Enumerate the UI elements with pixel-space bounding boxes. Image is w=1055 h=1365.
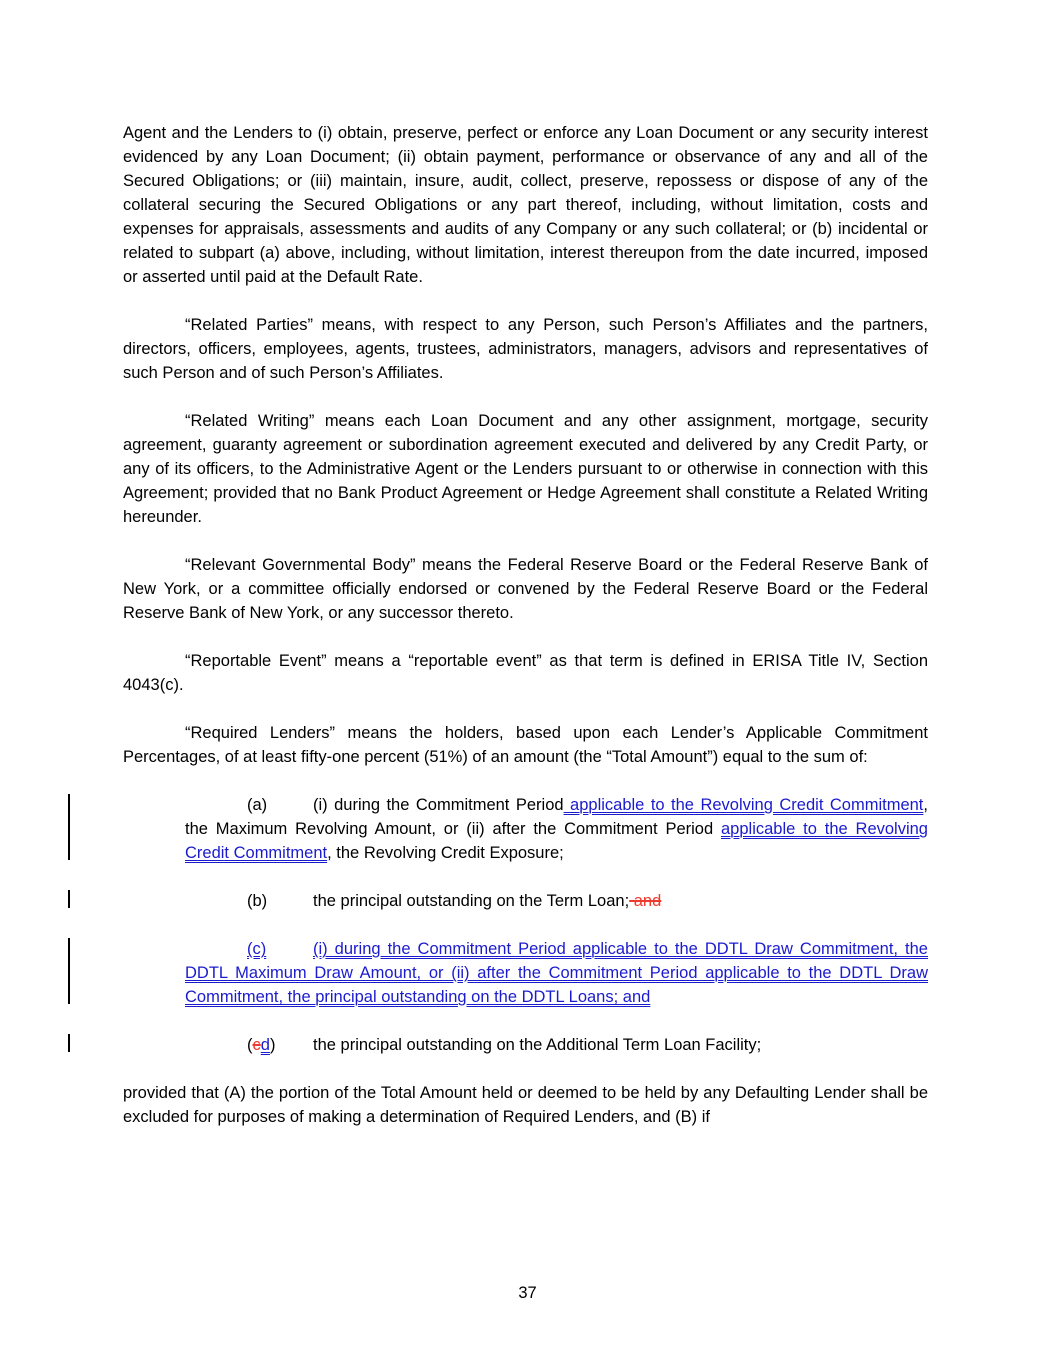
body-paragraph (123, 1081, 928, 1129)
inserted-text: applicable to the Revolving Credit Commitment (185, 820, 928, 862)
text-run: (i) during the Commitment Period (313, 796, 564, 814)
body-paragraph (123, 409, 928, 529)
text-run: “Reportable Event” means a “reportable event” as that term is defined in ERISA Title IV, Section 4043(c). (123, 652, 928, 694)
text-run: provided that (A) the portion of the Total Amount held or deemed to be held by any Defaulting Lender shall be excluded for purposes of making a determination of Required Lenders, and (B) if (123, 1084, 928, 1126)
text-run: the principal outstanding on the Term Loan; (313, 892, 630, 910)
page-number: 37 (518, 1284, 537, 1302)
text-run: ) (269, 1036, 276, 1054)
list-item-paragraph (185, 793, 928, 865)
document-body (123, 121, 928, 1153)
body-paragraph (123, 121, 928, 289)
inserted-text: d (260, 1036, 270, 1054)
list-item-label (247, 1033, 313, 1057)
text-run: , the Maximum Revolving Amount, or (ii) after the Commitment Period (185, 796, 928, 838)
text-run: (a) (247, 796, 268, 814)
inserted-text: (i) during the Commitment Period applicable to the DDTL Draw Commitment, the DDTL Maximum Draw Amount, or (ii) after the Commitment Period applicable to the DDTL Draw Commitment, the principal outstanding on the DDTL Loans; and (185, 940, 928, 1006)
body-paragraph (123, 313, 928, 385)
list-item-label (247, 937, 313, 961)
text-run: (b) (247, 892, 268, 910)
deleted-text: c (252, 1036, 261, 1054)
change-bar (68, 1034, 70, 1052)
inserted-text: applicable to the Revolving Credit Commitment (563, 796, 924, 814)
text-run: “Related Parties” means, with respect to any Person, such Person’s Affiliates and the partners, directors, officers, employees, agents, trustees, administrators, managers, advisors and representatives of such Person and of such Person’s Affiliates. (123, 316, 928, 382)
text-run: “Relevant Governmental Body” means the Federal Reserve Board or the Federal Reserve Bank of New York, or a committee officially endorsed or convened by the Federal Reserve Board or the Federal Reserve Bank of New York, or any successor thereto. (123, 556, 928, 622)
list-item-paragraph (185, 937, 928, 1009)
list-item-label (247, 793, 313, 817)
body-paragraph (123, 553, 928, 625)
inserted-text: (c) (247, 940, 267, 958)
body-paragraph (123, 721, 928, 769)
text-run: “Required Lenders” means the holders, based upon each Lender’s Applicable Commitment Percentages, of at least fifty-one percent (51%) of an amount (the “Total Amount”) equal to the sum of: (123, 724, 928, 766)
list-item-paragraph (185, 1033, 928, 1057)
change-bar (68, 938, 70, 1004)
change-bar (68, 890, 70, 908)
change-bar (68, 794, 70, 860)
list-item-paragraph (185, 889, 928, 913)
body-paragraph (123, 649, 928, 697)
deleted-text: and (629, 892, 662, 910)
text-run: Agent and the Lenders to (i) obtain, preserve, perfect or enforce any Loan Document or any security interest evidenced by any Loan Document; (ii) obtain payment, performance or observance of any and all of the Secured Obligations; or (iii) maintain, insure, audit, collect, preserve, repossess or dispose of any of the collateral securing the Secured Obligations or any part thereof, including, without limitation, costs and expenses for appraisals, assessments and audits of any Company or any such collateral; or (b) incidental or related to subpart (a) above, including, without limitation, interest thereupon from the date incurred, imposed or asserted until paid at the Default Rate. (123, 124, 928, 286)
text-run: “Related Writing” means each Loan Document and any other assignment, mortgage, security agreement, guaranty agreement or subordination agreement executed and delivered by any Credit Party, or any of its officers, to the Administrative Agent or the Lenders pursuant to or otherwise in connection with this Agreement; provided that no Bank Product Agreement or Hedge Agreement shall constitute a Related Writing hereunder. (123, 412, 928, 526)
text-run: ( (247, 1036, 253, 1054)
text-run: the principal outstanding on the Additional Term Loan Facility; (313, 1036, 762, 1054)
list-item-label (247, 889, 313, 913)
text-run: , the Revolving Credit Exposure; (327, 844, 564, 862)
